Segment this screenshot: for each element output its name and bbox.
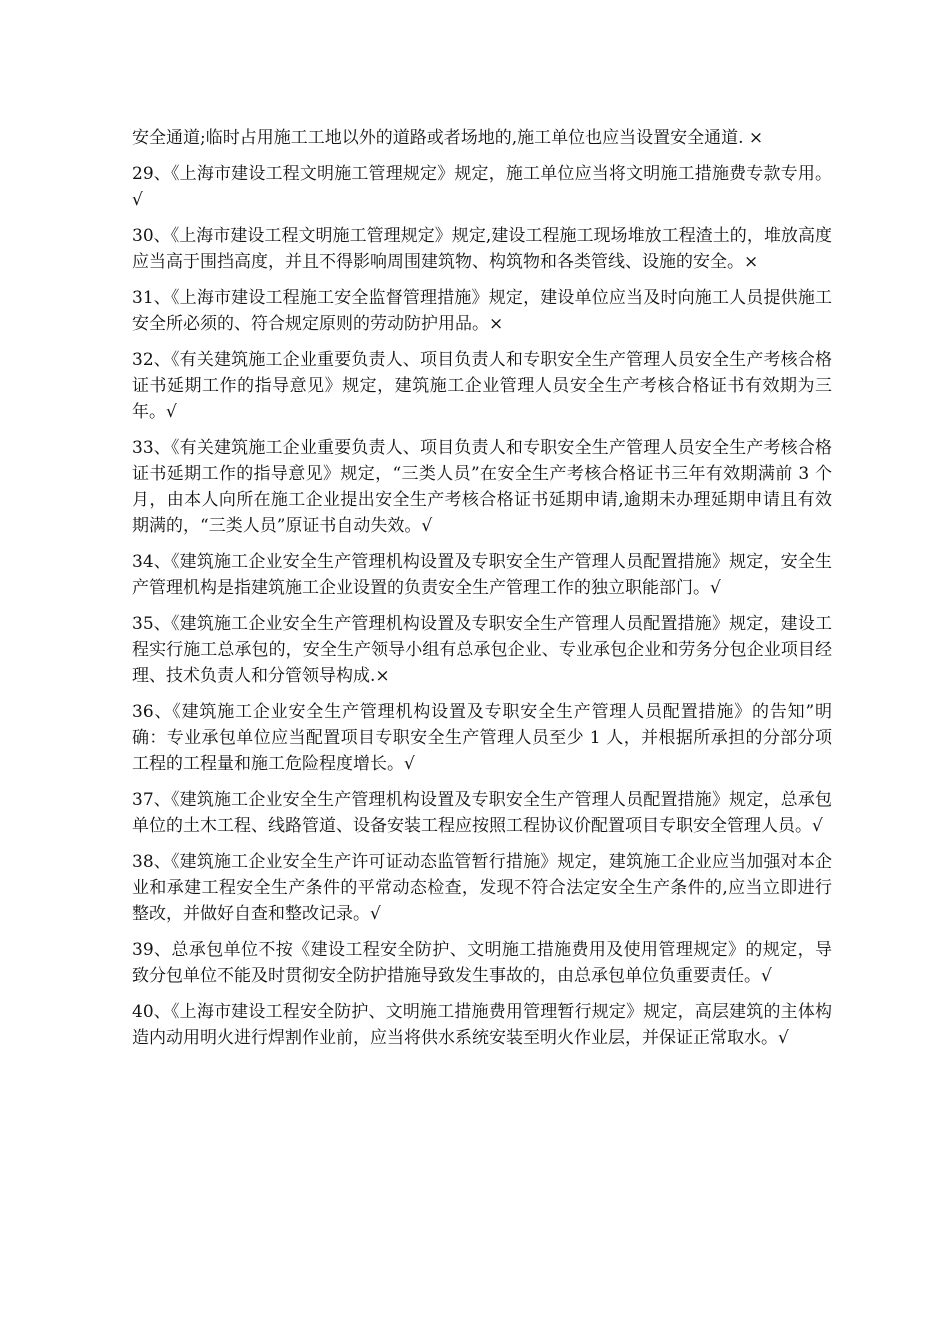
paragraph-item-34: 34、《建筑施工企业安全生产管理机构设置及专职安全生产管理人员配置措施》规定，安全生产管理机构是指建筑施工企业设置的负责安全生产管理工作的独立职能部门。√ [132, 552, 832, 598]
document-page [132, 125, 832, 1061]
paragraph-item-37: 37、《建筑施工企业安全生产管理机构设置及专职安全生产管理人员配置措施》规定，总承包单位的土木工程、线路管道、设备安装工程应按照工程协议价配置项目专职安全管理人员。√ [132, 790, 832, 836]
paragraph-item-40: 40、《上海市建设工程安全防护、文明施工措施费用管理暂行规定》规定，高层建筑的主体构造内动用明火进行焊割作业前，应当将供水系统安装至明火作业层，并保证正常取水。√ [132, 1002, 832, 1048]
paragraph-item-33: 33、《有关建筑施工企业重要负责人、项目负责人和专职安全生产管理人员安全生产考核合格证书延期工作的指导意见》规定，“三类人员”在安全生产考核合格证书三年有效期满前 3 个月，由本人向所在施工企业提出安全生产考核合格证书延期申请,逾期未办理延期申请且有效期满的，“三类人员”原证书自动失效。√ [132, 438, 832, 536]
paragraph-item-35: 35、《建筑施工企业安全生产管理机构设置及专职安全生产管理人员配置措施》规定，建设工程实行施工总承包的，安全生产领导小组有总承包企业、专业承包企业和劳务分包企业项目经理、技术负责人和分管领导构成.× [132, 614, 832, 686]
paragraph-continuation: 安全通道;临时占用施工工地以外的道路或者场地的,施工单位也应当设置安全通道. × [132, 128, 764, 148]
paragraph-item-30: 30、《上海市建设工程文明施工管理规定》规定,建设工程施工现场堆放工程渣土的，堆放高度应当高于围挡高度，并且不得影响周围建筑物、构筑物和各类管线、设施的安全。× [132, 226, 832, 272]
paragraph-item-36: 36、《建筑施工企业安全生产管理机构设置及专职安全生产管理人员配置措施》的告知”明确：专业承包单位应当配置项目专职安全生产管理人员至少 1 人，并根据所承担的分部分项工程的工程量和施工危险程度增长。√ [132, 702, 832, 774]
paragraph-item-29: 29、《上海市建设工程文明施工管理规定》规定，施工单位应当将文明施工措施费专款专用。√ [132, 164, 832, 210]
paragraph-item-32: 32、《有关建筑施工企业重要负责人、项目负责人和专职安全生产管理人员安全生产考核合格证书延期工作的指导意见》规定，建筑施工企业管理人员安全生产考核合格证书有效期为三年。√ [132, 350, 832, 422]
paragraph-item-31: 31、《上海市建设工程施工安全监督管理措施》规定，建设单位应当及时向施工人员提供施工安全所必须的、符合规定原则的劳动防护用品。× [132, 288, 832, 334]
paragraph-item-38: 38、《建筑施工企业安全生产许可证动态监管暂行措施》规定，建筑施工企业应当加强对本企业和承建工程安全生产条件的平常动态检查，发现不符合法定安全生产条件的,应当立即进行整改，并做好自查和整改记录。√ [132, 852, 832, 924]
paragraph-item-39: 39、总承包单位不按《建设工程安全防护、文明施工措施费用及使用管理规定》的规定，导致分包单位不能及时贯彻安全防护措施导致发生事故的，由总承包单位负重要责任。√ [132, 940, 832, 986]
